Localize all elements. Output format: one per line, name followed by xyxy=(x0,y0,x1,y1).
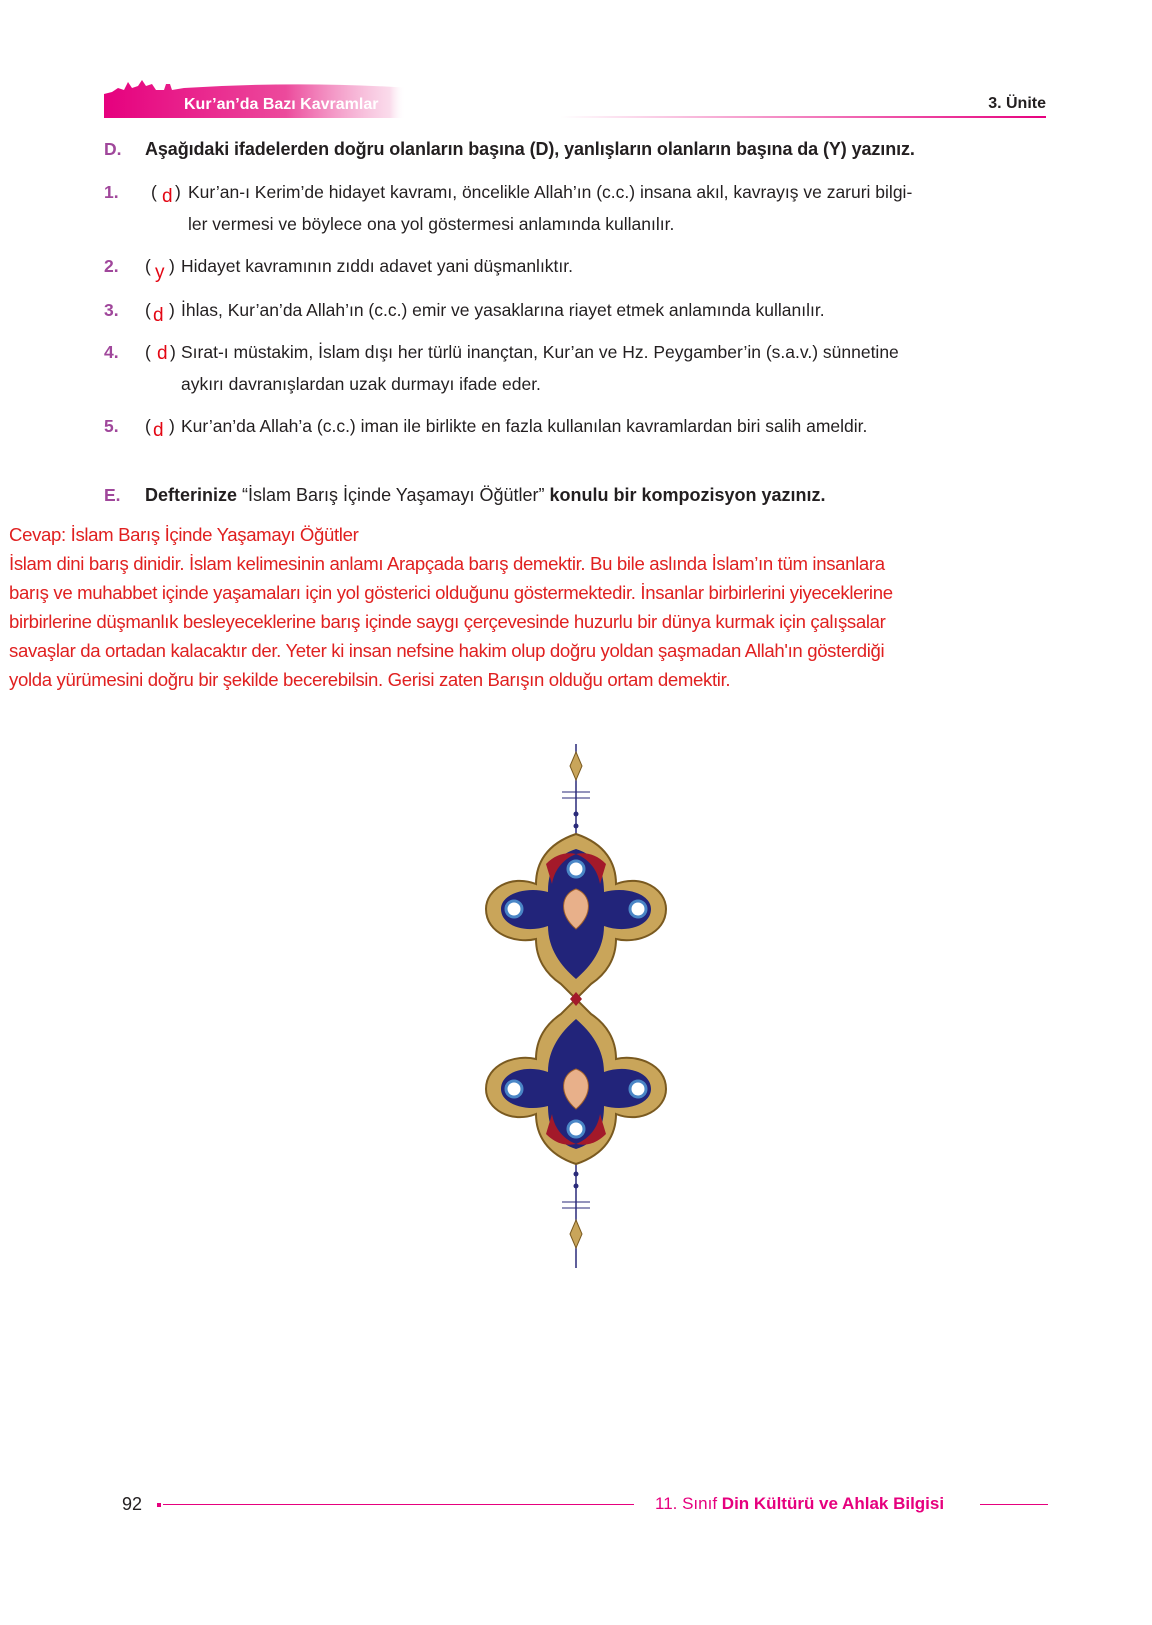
answer-paren-close: ) xyxy=(169,300,175,320)
answer-paren-open: ( xyxy=(151,182,157,202)
ornament-upper-medallion xyxy=(486,834,666,999)
footer-rule-right xyxy=(980,1504,1048,1505)
answer-paren-close: ) xyxy=(169,256,175,276)
footer-subject: Din Kültürü ve Ahlak Bilgisi xyxy=(721,1494,945,1513)
answer-paren-close: ) xyxy=(175,182,181,202)
footer-book-title xyxy=(655,1494,944,1514)
header-rule xyxy=(560,116,1046,118)
section-title: Kur’an’da Bazı Kavramlar xyxy=(184,96,379,113)
answer-paren-open: ( xyxy=(145,256,151,276)
answer-heading: Cevap: İslam Barış İçinde Yaşamayı Öğütler xyxy=(9,524,359,545)
answer-value: d xyxy=(153,305,164,326)
question-text: Kur’an’da Allah’a (c.c.) iman ile birlikte en fazla kullanılan kavramlardan biri salih ameldir. xyxy=(181,416,868,436)
section-d-instruction: Aşağıdaki ifadelerden doğru olanların başına (D), yanlışların olanların başına da (Y) yazınız. xyxy=(145,139,915,159)
question-text: Sırat-ı müstakim, İslam dışı her türlü inançtan, Kur’an ve Hz. Peygamber’in (s.a.v.) sünnetine xyxy=(181,342,899,362)
footer-dot xyxy=(157,1503,161,1507)
answer-paren-open: ( xyxy=(145,416,151,436)
question-number: 4. xyxy=(104,342,119,362)
section-e-suffix: konulu bir kompozisyon yazınız. xyxy=(549,485,826,505)
answer-line: birbirlerine düşmanlık besleyeceklerine barış içinde saygı çerçevesinde huzurlu bir dünya kurmak için çalışsalar xyxy=(9,611,886,632)
question-number: 5. xyxy=(104,416,119,436)
page-number: 92 xyxy=(122,1494,143,1514)
question-number: 3. xyxy=(104,300,119,320)
answer-paren-open: ( xyxy=(145,300,151,320)
answer-value: y xyxy=(155,262,165,283)
question-number: 2. xyxy=(104,256,119,276)
answer-line: yolda yürümesini doğru bir şekilde becerebilsin. Gerisi zaten Barışın olduğu ortam demektir. xyxy=(9,669,731,690)
question-text: Hidayet kavramının zıddı adavet yani düşmanlıktır. xyxy=(181,256,573,276)
ornament-lower-medallion xyxy=(486,992,666,1164)
unit-label: 3. Ünite xyxy=(988,95,1046,112)
section-e-quote: “İslam Barış İçinde Yaşamayı Öğütler” xyxy=(242,485,545,505)
answer-line: İslam dini barış dinidir. İslam kelimesinin anlamı Arapçada barış demektir. Bu bile aslında İslam’ın tüm insanlara xyxy=(9,553,885,574)
answer-value: d xyxy=(153,420,164,441)
answer-paren-open: ( xyxy=(145,342,151,362)
answer-value: d xyxy=(157,343,168,364)
question-text: aykırı davranışlardan uzak durmayı ifade eder. xyxy=(181,374,541,394)
answer-paren-close: ) xyxy=(169,416,175,436)
question-number: 1. xyxy=(104,182,119,202)
answer-line: barış ve muhabbet içinde yaşamaları için yol gösterici olduğunu göstermektedir. İnsanlar birbirlerini yiyeceklerine xyxy=(9,582,893,603)
ornament-illumination xyxy=(466,744,686,1268)
section-e-instruction xyxy=(145,485,826,506)
answer-line: savaşlar da ortadan kalacaktır der. Yeter ki insan nefsine hakim olup doğru yoldan şaşmadan Allah'ın gösterdiği xyxy=(9,640,885,661)
question-text: İhlas, Kur’an’da Allah’ın (c.c.) emir ve yasaklarına riayet etmek anlamında kullanılır. xyxy=(181,300,825,320)
section-e-letter: E. xyxy=(104,485,121,505)
footer-grade: 11. Sınıf xyxy=(655,1494,718,1513)
section-e-prefix: Defterinize xyxy=(145,485,238,505)
answer-paren-close: ) xyxy=(170,342,176,362)
question-text: ler vermesi ve böylece ona yol göstermesi anlamında kullanılır. xyxy=(188,214,675,234)
question-text: Kur’an-ı Kerim’de hidayet kavramı, öncelikle Allah’ın (c.c.) insana akıl, kavrayış ve zaruri bilgi- xyxy=(188,182,913,202)
answer-value: d xyxy=(162,186,173,207)
section-d-letter: D. xyxy=(104,139,122,159)
footer-rule-left xyxy=(163,1504,634,1505)
